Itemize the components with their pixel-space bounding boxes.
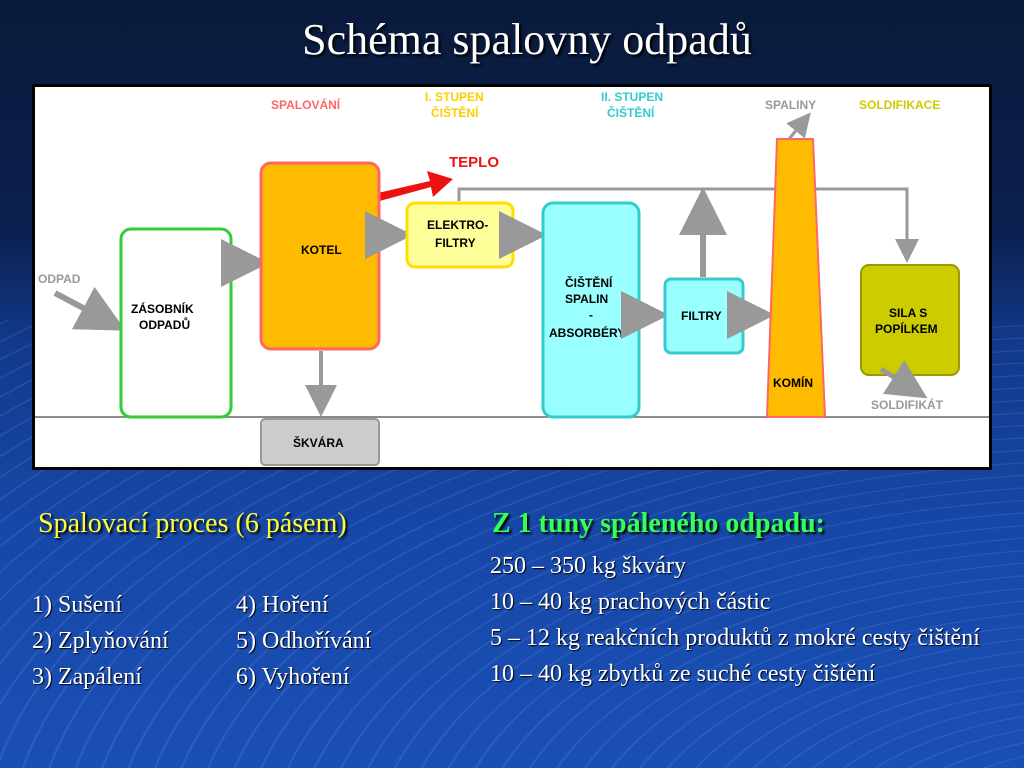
- process-step: 2) Zplyňování: [32, 628, 169, 654]
- process-step: 3) Zapálení: [32, 664, 142, 690]
- label-spaliny: SPALINY: [765, 98, 817, 112]
- elektro-label-b: FILTRY: [435, 236, 476, 250]
- label-stage2-a: II. STUPEN: [601, 90, 664, 104]
- label-solidifikace: SOLDIFIKACE: [859, 98, 941, 112]
- process-step: 5) Odhořívání: [236, 628, 372, 654]
- process-heading: Spalovací proces (6 pásem): [38, 508, 347, 539]
- komin-label: KOMÍN: [773, 376, 813, 390]
- label-stage1-b: ČIŠTĚNÍ: [431, 106, 479, 120]
- label-spalovani: SPALOVÁNÍ: [271, 98, 341, 112]
- page-title: Schéma spalovny odpadů: [302, 15, 752, 64]
- process-column-1: [32, 587, 169, 695]
- label-stage1-a: I. STUPEN: [425, 90, 484, 104]
- output-item: 5 – 12 kg reakčních produktů z mokré cesty čištění: [490, 625, 980, 651]
- cisteni-label-c: -: [589, 308, 593, 322]
- label-teplo: TEPLO: [449, 154, 500, 171]
- skvara-label: ŠKVÁRA: [293, 436, 344, 450]
- label-odpad: ODPAD: [38, 272, 81, 286]
- output-item: 10 – 40 kg prachových částic: [490, 589, 771, 615]
- output-item: 250 – 350 kg škváry: [490, 553, 686, 579]
- process-step: 6) Vyhoření: [236, 664, 350, 690]
- elektro-label-a: ELEKTRO-: [427, 218, 489, 232]
- cisteni-label-d: ABSORBÉRY: [549, 326, 626, 340]
- odpad-arrow: [55, 293, 115, 325]
- filtry-label: FILTRY: [681, 309, 722, 323]
- process-step: 1) Sušení: [32, 592, 122, 618]
- sila-label-a: SILA S: [889, 306, 928, 320]
- output-item: 10 – 40 kg zbytků ze suché cesty čištění: [490, 661, 876, 687]
- output-heading: Z 1 tuny spáleného odpadu:: [492, 508, 826, 539]
- label-solidifikat: SOLDIFIKÁT: [871, 398, 943, 412]
- cisteni-label-a: ČIŠTĚNÍ: [565, 276, 613, 290]
- kotel-label: KOTEL: [301, 243, 342, 257]
- diagram-svg: [35, 87, 989, 467]
- spaliny-arrow: [789, 117, 807, 139]
- sila-label-b: POPÍLKEM: [875, 322, 938, 336]
- output-list: [490, 548, 1010, 692]
- zasobnik-label-b: ODPADŮ: [139, 318, 191, 332]
- incinerator-diagram: [32, 84, 992, 470]
- label-stage2-b: ČIŠTĚNÍ: [607, 106, 655, 120]
- top-flow-line: [459, 189, 907, 257]
- cisteni-label-b: SPALIN: [565, 292, 609, 306]
- sila-box: [861, 265, 959, 375]
- process-column-2: [236, 587, 371, 695]
- process-step: 4) Hoření: [236, 592, 329, 618]
- zasobnik-label-a: ZÁSOBNÍK: [131, 302, 194, 316]
- elektrofiltry-box: [407, 203, 513, 267]
